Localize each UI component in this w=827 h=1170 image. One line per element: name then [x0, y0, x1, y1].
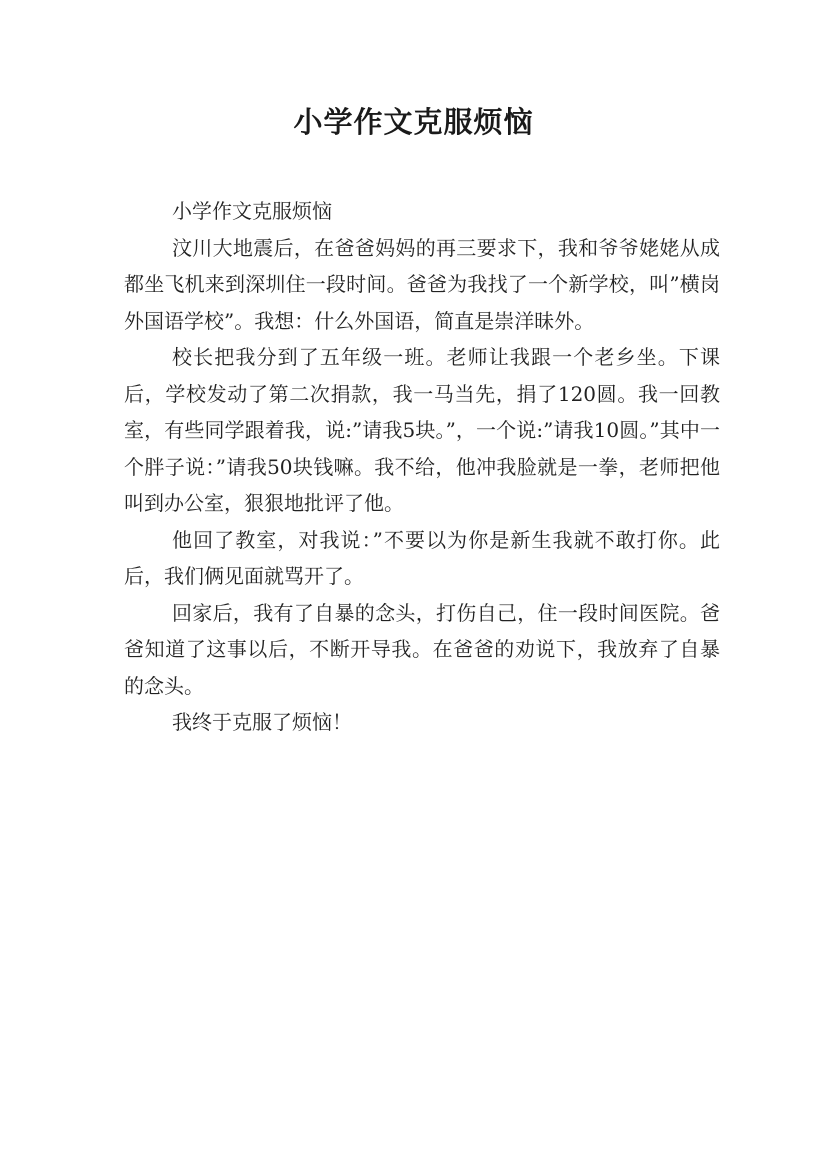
- document-title: 小学作文克服烦恼: [293, 105, 534, 139]
- paragraph-2: 校长把我分到了五年级一班。老师让我跟一个老乡坐。下课后，学校发动了第二次捐款，我一马当先，捐了120圆。我一回教室，有些同学跟着我，说:”请我5块。”，一个说:”请我10圆。”其中一个胖子说：”请我50块钱嘛。我不给，他冲我脸就是一拳，老师把他叫到办公室，狠狠地批评了他。: [124, 345, 720, 515]
- paragraph-subtitle: 小学作文克服烦恼: [172, 199, 332, 223]
- document-body: [124, 193, 720, 741]
- paragraph-4: 回家后，我有了自暴的念头，打伤自己，住一段时间医院。爸爸知道了这事以后，不断开导我。在爸爸的劝说下，我放弃了自暴的念头。: [124, 600, 720, 698]
- paragraph-1: 汶川大地震后，在爸爸妈妈的再三要求下，我和爷爷姥姥从成都坐飞机来到深圳住一段时间。爸爸为我找了一个新学校，叫”横岗外国语学校”。我想：什么外国语，简直是崇洋昧外。: [124, 235, 720, 333]
- paragraph-5: 我终于克服了烦恼！: [172, 710, 352, 734]
- paragraph-3: 他回了教室，对我说：”不要以为你是新生我就不敢打你。此后，我们俩见面就骂开了。: [124, 527, 720, 588]
